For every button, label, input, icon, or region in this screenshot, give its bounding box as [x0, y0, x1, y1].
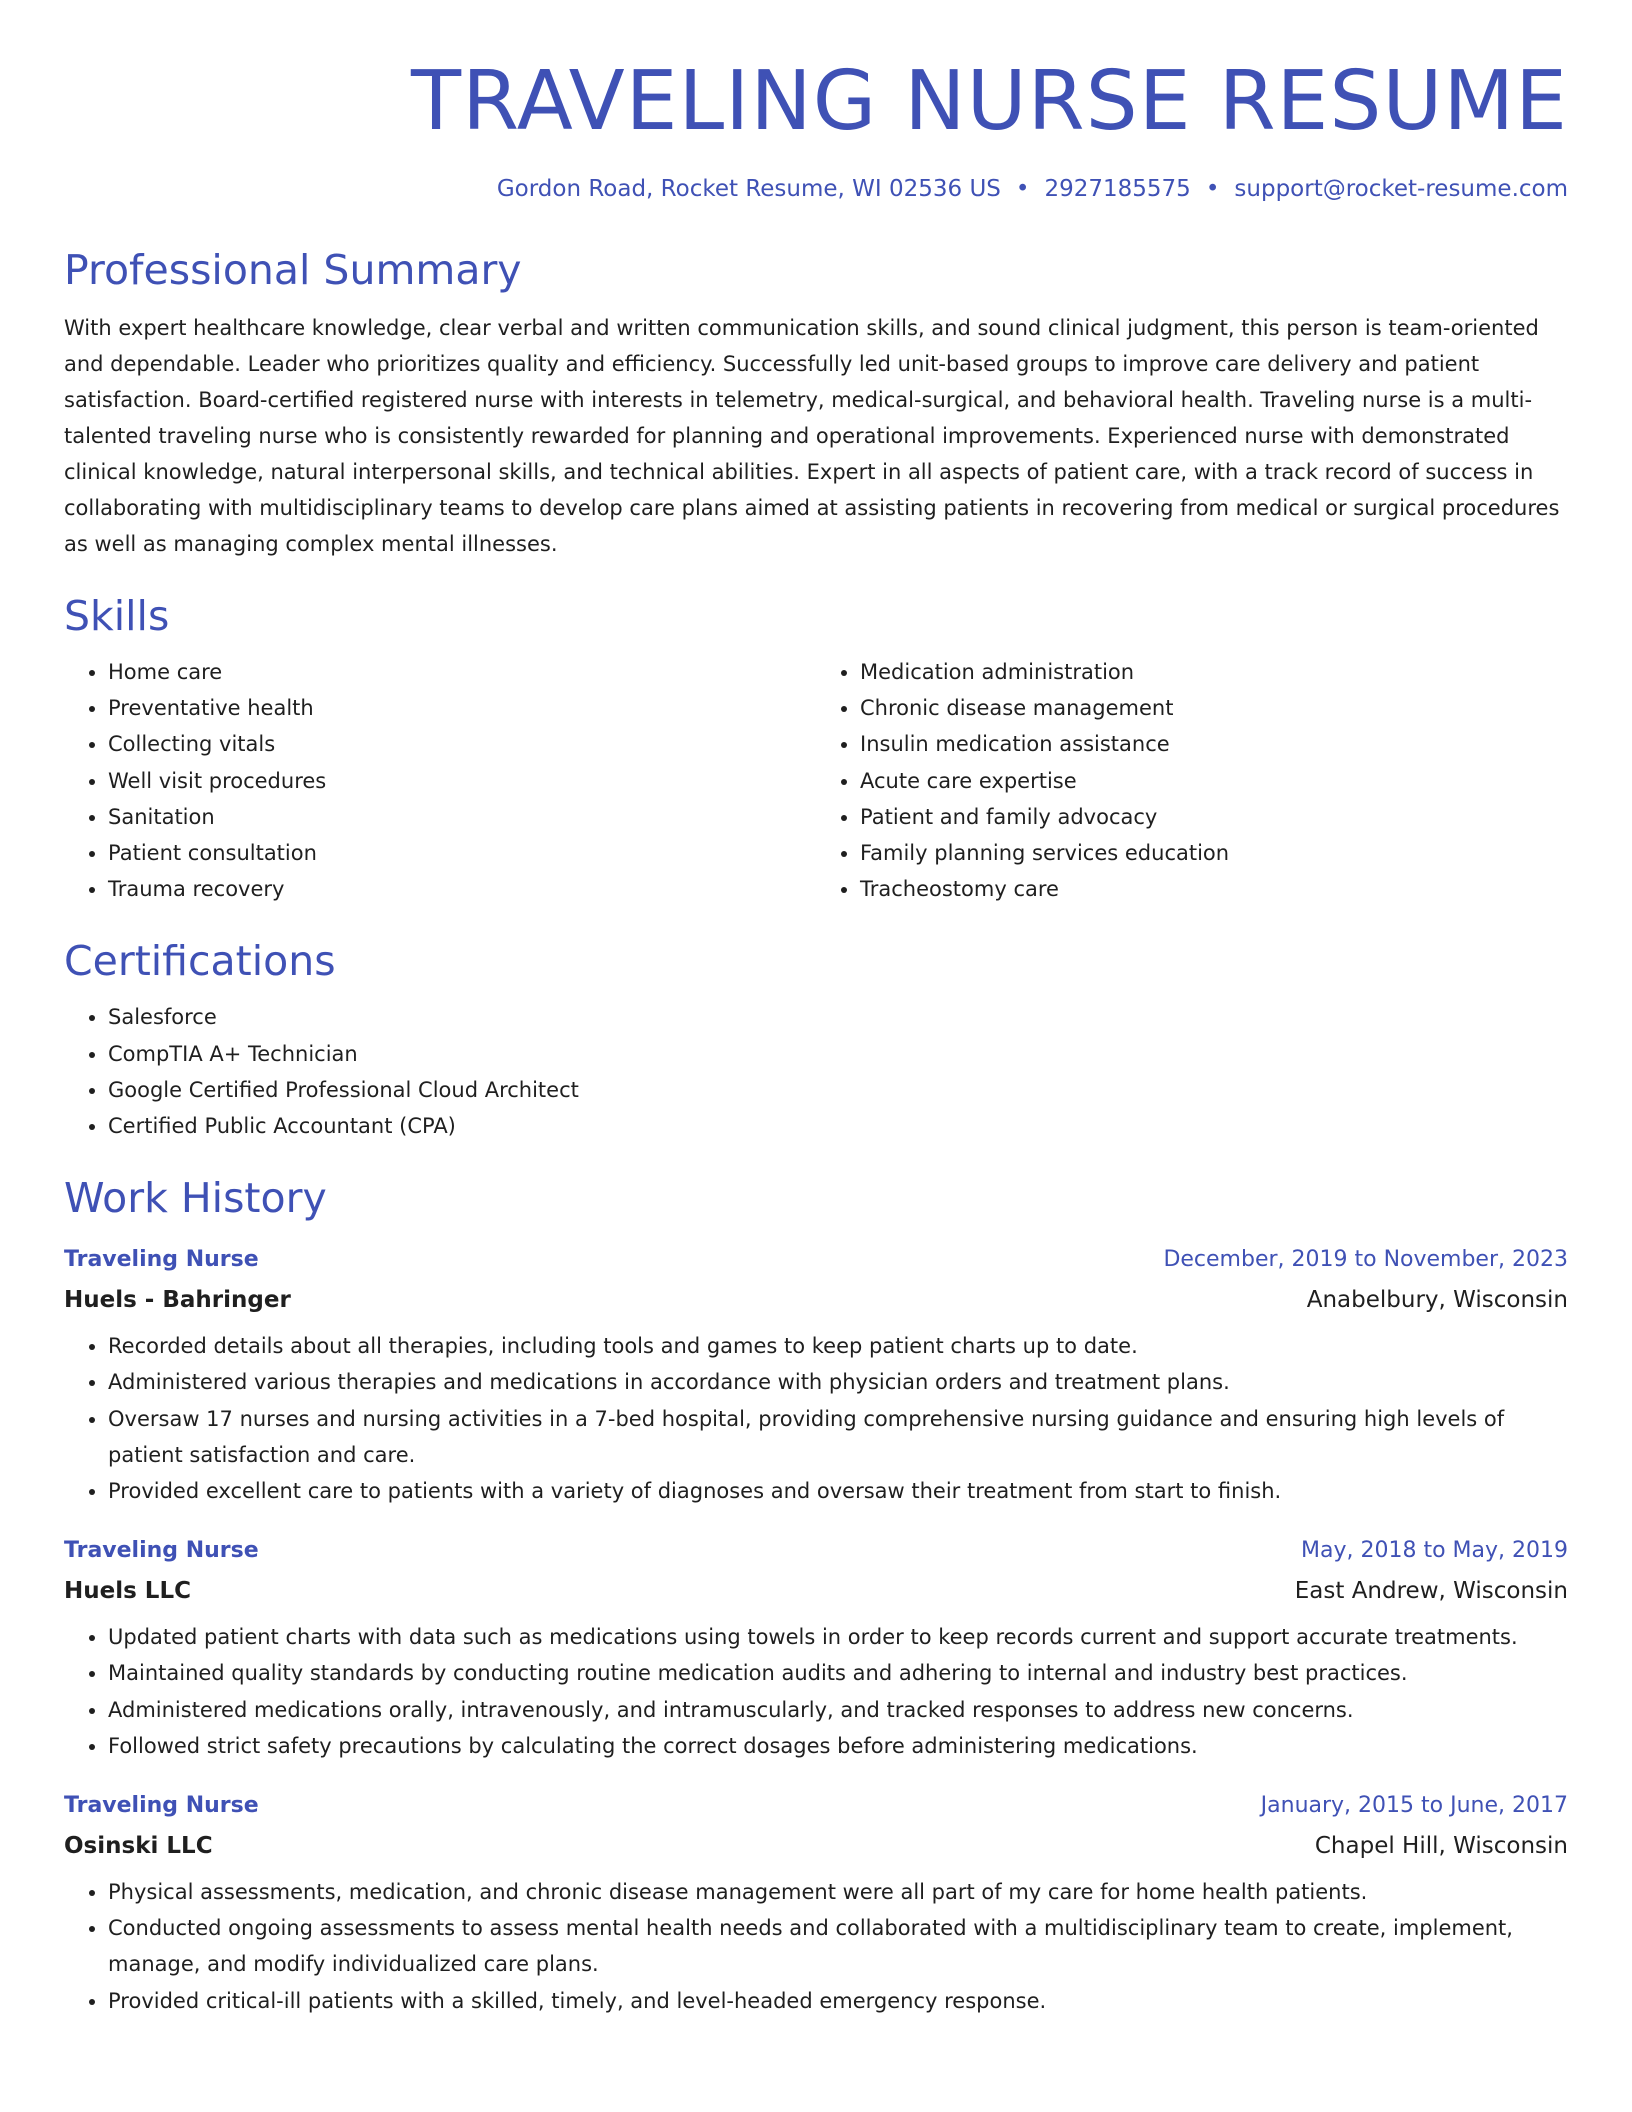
skill-item: • Trauma recovery	[108, 871, 816, 907]
contact-separator: •	[1205, 176, 1220, 202]
skill-item: • Insulin medication assistance	[860, 726, 1568, 762]
contact-line	[64, 172, 1568, 206]
job-company: Huels LLC	[64, 1578, 191, 1605]
job-title: Traveling Nurse	[64, 1247, 259, 1273]
skills-list-right	[816, 654, 1568, 907]
skill-item: • Patient consultation	[108, 835, 816, 871]
job-bullets	[64, 1619, 1568, 1764]
skills-grid	[64, 644, 1568, 907]
job-employer-row	[64, 1571, 1568, 1611]
certifications-heading: Certifications	[64, 937, 336, 986]
skills-heading: Skills	[64, 592, 170, 640]
job-bullet: • Updated patient charts with data such as medications using towels in order to keep records current and support accurate treatments.	[108, 1619, 1568, 1655]
job-employer-row	[64, 1280, 1568, 1320]
job-entry	[64, 1786, 1568, 2019]
contact-address: Gordon Road, Rocket Resume, WI 02536 US	[496, 176, 1001, 202]
job-bullet: • Provided excellent care to patients with a variety of diagnoses and oversaw their treatment from start to finish.	[108, 1473, 1568, 1509]
skill-item: • Chronic disease management	[860, 690, 1568, 726]
job-entry	[64, 1531, 1568, 1764]
skills-list-left	[64, 654, 816, 907]
job-bullet: • Administered various therapies and medications in accordance with physician orders and treatment plans.	[108, 1364, 1568, 1400]
skill-item: • Medication administration	[860, 654, 1568, 690]
job-company: Osinski LLC	[64, 1833, 213, 1860]
certification-item: • Google Certified Professional Cloud Architect	[108, 1072, 1568, 1108]
skill-item: • Home care	[108, 654, 816, 690]
contact-phone: 2927185575	[1044, 176, 1191, 202]
job-bullet: • Maintained quality standards by conducting routine medication audits and adhering to internal and industry best practices.	[108, 1655, 1568, 1691]
certifications-section	[64, 933, 1568, 1144]
skill-item: • Sanitation	[108, 799, 816, 835]
contact-email: support@rocket-resume.com	[1234, 176, 1568, 202]
summary-section	[64, 242, 1568, 562]
resume-title: TRAVELING NURSE RESUME	[411, 54, 1568, 149]
job-title: Traveling Nurse	[64, 1538, 259, 1564]
certification-item: • Salesforce	[108, 999, 1568, 1035]
job-header-row	[64, 1240, 1568, 1280]
job-header-row	[64, 1786, 1568, 1826]
job-bullet: • Conducted ongoing assessments to assess mental health needs and collaborated with a multidisciplinary team to create, implement, manage, and modify individualized care plans.	[108, 1910, 1568, 1982]
resume-header	[64, 52, 1568, 206]
job-company: Huels - Bahringer	[64, 1287, 291, 1314]
job-bullet: • Oversaw 17 nurses and nursing activities in a 7-bed hospital, providing comprehensive nursing guidance and ensuring high levels of patient satisfaction and care.	[108, 1401, 1568, 1473]
job-title: Traveling Nurse	[64, 1793, 259, 1819]
certification-item: • Certified Public Accountant (CPA)	[108, 1108, 1568, 1144]
job-bullet: • Provided critical-ill patients with a skilled, timely, and level-headed emergency response.	[108, 1983, 1568, 2019]
job-dates: January, 2015 to June, 2017	[1260, 1793, 1568, 1819]
job-bullet: • Followed strict safety precautions by calculating the correct dosages before administering medications.	[108, 1728, 1568, 1764]
job-bullets	[64, 1874, 1568, 2019]
skill-item: • Collecting vitals	[108, 726, 816, 762]
job-location: Anabelbury, Wisconsin	[1306, 1287, 1568, 1314]
contact-separator: •	[1015, 176, 1030, 202]
job-dates: December, 2019 to November, 2023	[1163, 1247, 1568, 1273]
skill-item: • Acute care expertise	[860, 763, 1568, 799]
work-history-heading: Work History	[64, 1174, 327, 1223]
skills-section	[64, 588, 1568, 907]
job-bullets	[64, 1328, 1568, 1509]
certifications-list	[64, 999, 1568, 1144]
work-history-section	[64, 1170, 1568, 2019]
job-location: Chapel Hill, Wisconsin	[1314, 1833, 1568, 1860]
summary-text: With expert healthcare knowledge, clear verbal and written communication skills, and sound clinical judgment, this person is team-oriented and dependable. Leader who prioritizes quality and efficiency. Successfully led unit-based groups to improve care delivery and patient satisfaction. Board-certified registered nurse with interests in telemetry, medical-surgical, and behavioral health. Traveling nurse is a multi-talented traveling nurse who is consistently rewarded for planning and operational improvements. Experienced nurse with demonstrated clinical knowledge, natural interpersonal skills, and technical abilities. Expert in all aspects of patient care, with a track record of success in collaborating with multidisciplinary teams to develop care plans aimed at assisting patients in recovering from medical or surgical procedures as well as managing complex mental illnesses.	[64, 316, 1560, 556]
skill-item: • Preventative health	[108, 690, 816, 726]
skill-item: • Patient and family advocacy	[860, 799, 1568, 835]
certification-item: • CompTIA A+ Technician	[108, 1036, 1568, 1072]
skill-item: • Well visit procedures	[108, 763, 816, 799]
job-entry	[64, 1240, 1568, 1509]
job-bullet: • Recorded details about all therapies, including tools and games to keep patient charts up to date.	[108, 1328, 1568, 1364]
job-location: East Andrew, Wisconsin	[1294, 1578, 1568, 1605]
skill-item: • Family planning services education	[860, 835, 1568, 871]
job-employer-row	[64, 1826, 1568, 1866]
job-dates: May, 2018 to May, 2019	[1301, 1538, 1568, 1564]
skill-item: • Tracheostomy care	[860, 871, 1568, 907]
summary-heading: Professional Summary	[64, 246, 522, 294]
job-bullet: • Physical assessments, medication, and chronic disease management were all part of my care for home health patients.	[108, 1874, 1568, 1910]
job-header-row	[64, 1531, 1568, 1571]
job-bullet: • Administered medications orally, intravenously, and intramuscularly, and tracked responses to address new concerns.	[108, 1692, 1568, 1728]
